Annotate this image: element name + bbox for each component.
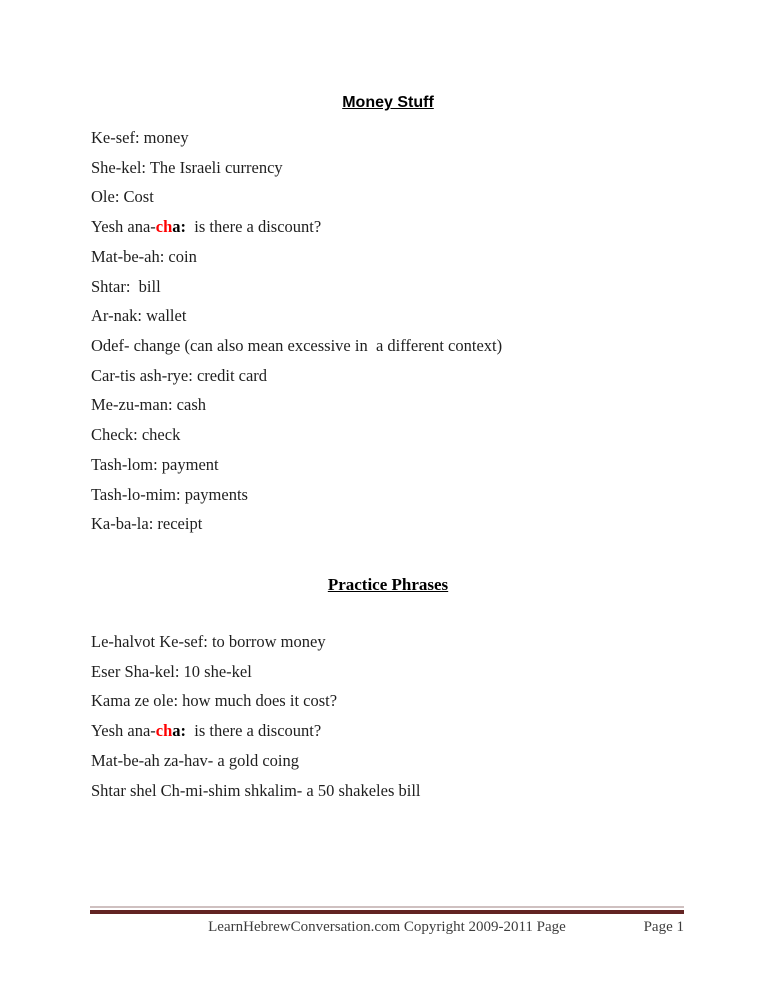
vocab-line [91, 331, 685, 361]
text-segment: Mat-be-ah za-hav- a gold coing [91, 750, 299, 770]
vocab-line [91, 153, 685, 183]
footer-divider-dark-line [90, 910, 684, 914]
vocab-line [91, 182, 685, 212]
vocab-line [91, 361, 685, 391]
footer-divider-light-line [90, 906, 684, 908]
vocab-section [91, 92, 685, 539]
text-segment: Ole: Cost [91, 187, 154, 207]
vocab-line [91, 509, 685, 539]
phrase-list [91, 627, 685, 805]
text-segment: Mat-be-ah: coin [91, 246, 197, 266]
vocab-line [91, 776, 685, 806]
text-segment: is there a discount? [186, 721, 322, 741]
text-segment: She-kel: The Israeli currency [91, 157, 283, 177]
page-footer [90, 906, 684, 936]
footer-divider [90, 906, 684, 914]
section-heading-money-stuff: Money Stuff [342, 94, 434, 111]
text-segment: Le-halvot Ke-sef: to borrow money [91, 632, 326, 651]
text-segment: a: [172, 217, 187, 237]
vocab-line [91, 123, 685, 153]
text-segment: Shtar shel Ch-mi-shim shkalim- a 50 shakeles bill [91, 780, 421, 800]
vocab-line [91, 627, 685, 657]
text-segment: Shtar: bill [91, 276, 161, 296]
text-segment: a: [172, 721, 187, 741]
footer-text-row [90, 918, 684, 936]
vocab-line [91, 390, 685, 420]
vocab-line [91, 716, 685, 746]
vocab-line [91, 301, 685, 331]
text-segment: Car-tis ash-rye: credit card [91, 365, 268, 385]
text-segment: Me-zu-man: cash [91, 395, 206, 415]
highlighted-syllable: ch [155, 721, 173, 741]
vocab-line [91, 686, 685, 716]
section-heading-practice-phrases: Practice Phrases [327, 575, 449, 594]
highlighted-syllable: ch [155, 217, 173, 237]
footer-copyright: LearnHebrewConversation.com Copyright 2009-2011 Page [208, 919, 566, 935]
text-segment: Ar-nak: wallet [91, 306, 187, 326]
text-segment: Kama ze ole: how much does it cost? [91, 691, 338, 711]
text-segment: is there a discount? [186, 217, 322, 237]
vocab-line [91, 212, 685, 242]
text-segment: Yesh ana- [91, 217, 156, 237]
vocab-line [91, 480, 685, 510]
text-segment: Odef- change (can also mean excessive in a different context) [91, 336, 503, 356]
text-segment: Check: check [91, 425, 181, 445]
text-segment: Ka-ba-la: receipt [91, 514, 203, 534]
vocab-line [91, 420, 685, 450]
text-segment: Ke-sef: money [91, 128, 189, 147]
vocab-list [91, 123, 685, 539]
text-segment: Yesh ana- [91, 721, 156, 741]
text-segment: Tash-lom: payment [91, 454, 219, 474]
text-segment: Eser Sha-kel: 10 she-kel [91, 661, 252, 681]
vocab-line [91, 746, 685, 776]
text-segment: Tash-lo-mim: payments [91, 484, 248, 504]
vocab-line [91, 657, 685, 687]
phrases-section [91, 574, 685, 805]
vocab-line [91, 242, 685, 272]
vocab-line [91, 450, 685, 480]
footer-page-number: Page 1 [643, 919, 684, 935]
vocab-line [91, 272, 685, 302]
